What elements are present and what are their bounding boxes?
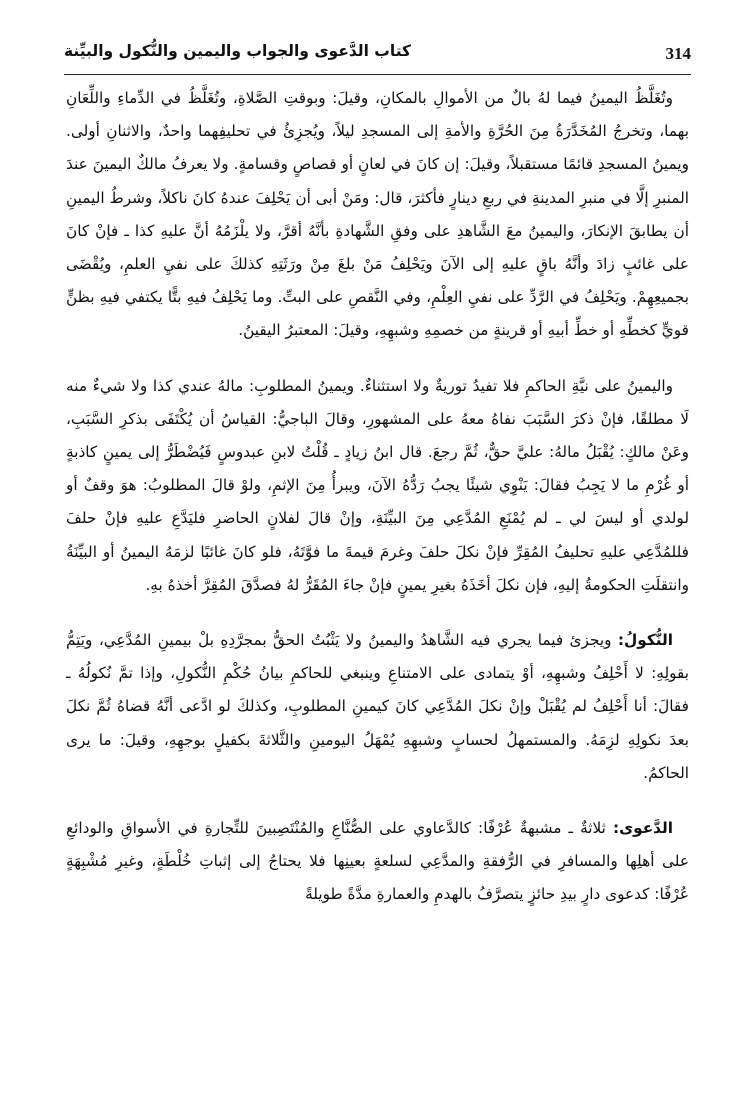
paragraph-claim (66, 812, 689, 912)
paragraph-oath-aggravation (66, 82, 689, 348)
running-title: كتاب الدَّعوى والجواب واليمين والنُّكول والبيِّنة (64, 42, 412, 60)
paragraph-refusal (66, 624, 689, 790)
page-header (64, 38, 691, 75)
page-number: 314 (665, 44, 691, 63)
paragraph-text: وتُغَلَّظُ اليمينُ فيما لهُ بالٌ من الأموالِ بالمكانِ، وقيلَ: وبوقتِ الصَّلاةِ، وتُغَلَّظُ في الدِّماءِ واللِّعَانِ بهما، وتخرجُ المُخَدَّرَةُ مِنَ الحُرَّةِ والأمةِ إلى المسجدِ ليلاً، ويُجزِئُ في تحليفِهما واحدٌ، والاثنانِ أولى. ويمينُ المسجدِ قائمًا مستقبلاً، وقيلَ: إن كانَ في لعانٍ أو قصاصٍ وقسامةٍ. ولا يعرفُ مالكٌ اليمينَ عندَ المنبرِ إلَّا في منبرِ المدينةِ في ربعِ دينارٍ فأكثرَ، قال: ومَنْ أبى أن يَحْلِفَ عندهُ كانَ ناكلاً، وشرطُ اليمينِ أن يطابقَ الإنكارَ، واليمينُ معَ الشَّاهدِ على وفقِ الشَّهادةِ بأنَّهُ أقرَّ، ولا يلْزَمُهُ أنَّ عليهِ كذا ـ فإنْ كانَ على غائبٍ زادَ وأنَّهُ باقٍ عليهِ إلى الآنَ ويَحْلِفُ مَنْ بلغَ مِنْ ورَثَتِهِ كذلكَ على نفيِ العلمِ، ويُقْضَى بجميعِهِمْ. ويَحْلِفُ في الرَّدِّ على نفيِ العِلْمِ، وفي النَّقصِ على البتِّ. وما يَحْلِفُ فيهِ بتًّا يكتفي فيهِ بظنٍّ قويٍّ كخطِّهِ أو خطِّ أبيهِ أو قرينةٍ من خصمِهِ وشبهِهِ، وقيلَ: المعتبرُ اليقينُ. (66, 89, 689, 340)
paragraph-judge-intention (66, 370, 689, 602)
paragraph-lead: الدَّعوى: (612, 819, 673, 838)
paragraph-lead: النُّكولُ: (617, 631, 673, 650)
paragraph-text: ويجزئ فيما يجري فيه الشَّاهدُ واليمينُ ولا يَثْبُتُ الحقُّ بمجرَّدِهِ بلْ بيمينِ المُدَّعِي، ويَتِمُّ بقولِهِ: لا أَحْلِفُ وشبهِهِ، أوْ يتمادى على الامتناعِ وينبغي للحاكمِ بيانُ حُكْمِ النُّكولِ، وإذا تمَّ نُكولُهُ ـ فقالَ: أنا أَحْلِفُ لم يُقْبَلْ وإنْ نكلَ المُدَّعِي كانَ كيمينِ المطلوبِ، وكذلكَ لو ادَّعى أنَّهُ قضاهُ ثُمَّ نكلَ بعدَ نكولِهِ لزِمَهُ. والمستمهلُ لحسابٍ وشبهِهِ يُمْهَلُ اليومينِ والثَّلاثةَ بكفيلٍ بوجهِهِ، وقيلَ: ما يرى الحاكمُ. (66, 631, 689, 782)
main-text (66, 82, 689, 912)
paragraph-text: ثلاثةٌ ـ مشبهةٌ عُرْفًا: كالدَّعاوي على الصُّنَّاعِ والمُنْتَصِبينَ للتِّجارةِ في الأسواقِ والودائعِ على أهلِها والمسافرِ في الرُّفقةِ والمدَّعِي لسلعةٍ بعينِها فلا يحتاجُ إلى إثباتِ خُلْطَةٍ، وغيرِ مُشْبِهَةٍ عُرْفًا: كدعوى دارٍ بيدِ حائزٍ يتصرَّفُ بالهدمِ والعمارةِ مدَّةً طويلةً (66, 819, 689, 904)
paragraph-text: واليمينُ على نيَّةِ الحاكمِ فلا تفيدُ توريةٌ ولا استثناءٌ. ويمينُ المطلوبِ: مالهُ عندي كذا ولا شيءٌ منه لَا مطلقًا، فإنْ ذكرَ السَّبَبَ نفاهُ معهُ على المشهورِ، وقالَ الباجيُّ: القياسُ أن يُكْتَفَى بذكرِ السَّبَبِ، وعَنْ مالكٍ: يُقْبَلُ مالهُ: عليَّ حقٌّ، ثُمَّ رجعَ. قال ابنُ زيادٍ ـ قُلْتُ لابنِ عبدوسٍ فَيُضْطَرُّ إلى يمينٍ كاذبةٍ أو غُرْمِ ما لا يَجِبُ فقالَ: يَنْوِي شيئًا يجبُ رَدُّهُ الآنَ، ويبرأُ مِنَ الإثمِ، ولوْ قالَ المطلوبُ: هوَ وقفٌ أو لولدي أو ليسَ لي ـ لم يُمْنَعِ المُدَّعِي مِنَ البيِّنَةِ، وإنْ قالَ لفلانٍ الحاضرِ فليَدَّعِ عليهِ فإنْ حلفَ فللمُدَّعِي عليهِ تحليفُ المُقِرِّ فإنْ نكلَ حلفَ وغرمَ قيمةَ ما فوَّتَهُ، فلو كانَ غائبًا لزمَهُ اليمينُ أو البيِّنَةُ وانتقلَتِ الحكومةُ إليهِ، فإن نكلَ أخَذَهُ بغيرِ يمينٍ فإنْ جاءَ المُقَرُّ لهُ فصدَّقَ المُقِرَّ أخذهُ بهِ. (66, 376, 689, 594)
